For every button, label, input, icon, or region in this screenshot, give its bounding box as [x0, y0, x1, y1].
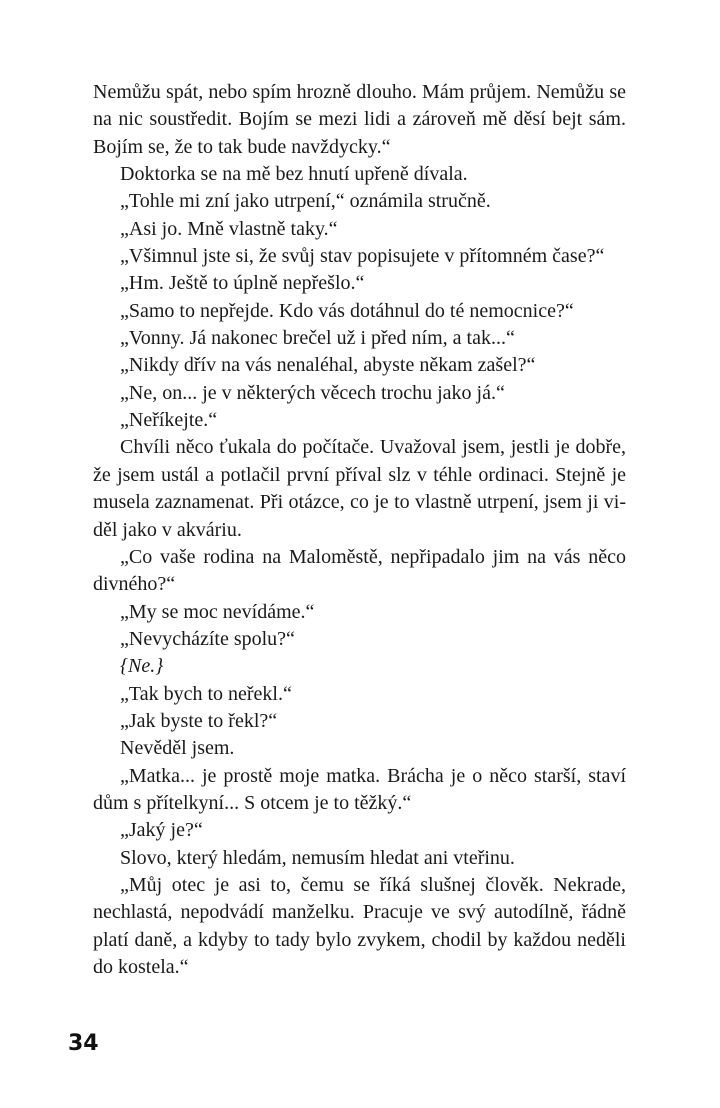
paragraph: Doktorka se na mě bez hnutí upřeně dívala. — [120, 163, 468, 186]
dialogue-line: „Hm. Ještě to úplně nepřešlo.“ — [120, 272, 365, 295]
dialogue-line: „Tak bych to neřekl.“ — [120, 682, 292, 705]
dialogue-line: „Matka... je prostě moje matka. Brácha je o něco starší, staví dům s přítelkyní... S otcem je to těžký.“ — [93, 764, 626, 814]
paragraph: Nevěděl jsem. — [120, 737, 235, 760]
dialogue-line: „Tohle mi zní jako utrpení,“ oznámila stručně. — [120, 190, 491, 213]
page-number: 34 — [68, 1031, 99, 1056]
paragraph: Chvíli něco ťukala do počítače. Uvažoval jsem, jestli je dobře, že jsem ustál a potlačil první příval slz v téhle ordinaci. Stejně je musela zaznamenat. Při otázce, co je to vlastně utrpení, jsem ji viděl jako v akváriu. — [93, 436, 626, 541]
inner-thought: {Ne.} — [120, 655, 164, 678]
dialogue-line: „Všimnul jste si, že svůj stav popisujete v přítomném čase?“ — [120, 245, 605, 268]
dialogue-line: „Samo to nepřejde. Kdo vás dotáhnul do té nemocnice?“ — [120, 299, 574, 322]
dialogue-line: „Co vaše rodina na Maloměstě, nepřipadalo jim na vás něco divného?“ — [93, 545, 626, 596]
dialogue-line: „Vonny. Já nakonec brečel už i před ním, a tak...“ — [120, 327, 515, 350]
dialogue-line: „Jaký je?“ — [120, 819, 203, 842]
dialogue-line: „Neříkejte.“ — [120, 409, 218, 432]
dialogue-line: „Nikdy dřív na vás nenaléhal, abyste někam zašel?“ — [120, 354, 536, 377]
dialogue-line: „Ne, on... je v některých věcech trochu jako já.“ — [120, 381, 505, 404]
dialogue-line: „My se moc nevídáme.“ — [120, 600, 315, 623]
body-text — [93, 79, 626, 981]
paragraph: Nemůžu spát, nebo spím hrozně dlouho. Mám průjem. Nemůžu se na nic soustředit. Bojím se mezi lidi a zároveň mě děsí bejt sám. Bojím se, že to tak bude navždycky.“ — [93, 81, 626, 158]
dialogue-line: „Jak byste to řekl?“ — [120, 709, 278, 732]
paragraph: Slovo, který hledám, nemusím hledat ani vteřinu. — [120, 846, 515, 869]
dialogue-line: „Můj otec je asi to, čemu se říká slušnej člověk. Nekrade, nechlastá, nepodvádí manželku. Pracuje ve svý autodílně, řádně platí daně, a kdyby to tady bylo zvykem, chodil by každou neděli do kostela.“ — [93, 873, 626, 978]
dialogue-line: „Asi jo. Mně vlastně taky.“ — [120, 217, 338, 240]
dialogue-line: „Nevycházíte spolu?“ — [120, 627, 295, 650]
